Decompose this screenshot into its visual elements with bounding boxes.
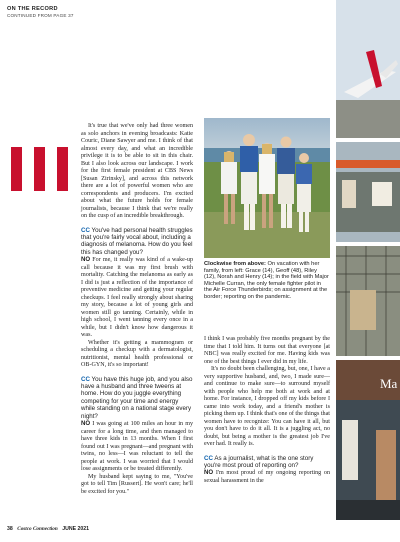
question: CC You have this huge job, and you also have a husband and three tweens at home. How do you juggle everything competing for your time and energy while standing on a national stage every night?	[81, 375, 193, 420]
article-column-right	[204, 336, 330, 485]
caption-lead: Clockwise from above:	[204, 261, 266, 267]
paragraph: It's no doubt been challenging, but, one, I have a very supportive husband, and, two, I made sure—and continue to make sure—to surround myself with people who help me both at work and at home. For instance, I dropped off my kids before I came into work today, and a friend's mother is picking them up. I think that's one of the things that women have to recognize: You can have it all, but you don't have to do it all. It is a juggling act, no doubt, but being a mother is the greatest job I've ever had. It really is.	[204, 366, 330, 447]
page-footer	[7, 526, 89, 532]
answer: NO I was going at 100 miles an hour in my career for a long time, and then managed to have three kids in 13 months. When I first found out I was pregnant—and pregnant with twins, no less—I was reluctant to tell the people at work. I was worried that I would lose assignments or be treated differently.	[81, 420, 193, 473]
photo-strip	[336, 0, 400, 542]
magazine-name: Costco Connection	[17, 526, 58, 532]
photo-caption	[204, 261, 330, 301]
answer: NO I'm most proud of my ongoing reporting on sexual harassment in the	[204, 469, 330, 484]
question: CC You've had personal health struggles that you're fairly vocal about, including a diagnosis of melanoma. How do you feel this has changed you?	[81, 226, 193, 256]
paragraph: I think I was probably five months pregnant by the time that I told him. It turns out that everyone [at NBC] was really excited for me. Having kids was one of the best things I ever did in my life.	[204, 336, 330, 365]
paragraph: My husband kept saying to me, "You've got to tell Tim [Russert]. He won't care; he'll be excited for you."	[81, 473, 193, 495]
section-kicker: ON THE RECORD	[7, 6, 58, 12]
decorative-red-bars	[11, 147, 69, 191]
answer: NO For me, it really was kind of a wake-up call because it was my first brush with mortality. Catching the melanoma as early as I did is just a reflection of the importance of preventive medicine and getting your regular checkups. I feel really strongly about sharing my story, because a lot of young girls and women still go tanning. Certainly, while in high school, I went tanning every once in a while, but I didn't know how dangerous it was.	[81, 256, 193, 339]
paragraph: It's true that we've only had three women as solo anchors in evening broadcasts: Katie Couric, Diane Sawyer and me. I think of that almost every day, and what an incredible privilege it is to be able to sit in this chair. But I also look across our landscape. I work for the first female president at CBS News [Susan Zirinsky], and across this network there are a lot of powerful women who are correspondents and producers. I'm excited about what the future holds for female journalists, because I think that we're really on the cusp of an incredible breakthrough.	[81, 123, 193, 219]
article-column-left	[81, 123, 193, 496]
storefront-sign: Ma	[380, 376, 398, 391]
page-number: 38	[7, 526, 13, 532]
continued-from: CONTINUED FROM PAGE 37	[7, 13, 74, 18]
question: CC As a journalist, what is the one story you're most proud of reporting on?	[204, 454, 314, 469]
paragraph: Whether it's getting a mammogram or scheduling a checkup with a dermatologist, nutritionist, mental health professional or OB-GYN, it's so important!	[81, 339, 193, 369]
caption-text: On vacation with her family, from left: Grace (14), Geoff (48), Riley (12), Norah and Henry (14); in the field with Major Michelle Curran, the only female fighter pilot in the Air Force Thunderbirds; on assignment at the border; reporting on the pandemic.	[204, 261, 329, 300]
issue-date: JUNE 2021	[62, 526, 90, 532]
family-photo	[204, 118, 330, 258]
